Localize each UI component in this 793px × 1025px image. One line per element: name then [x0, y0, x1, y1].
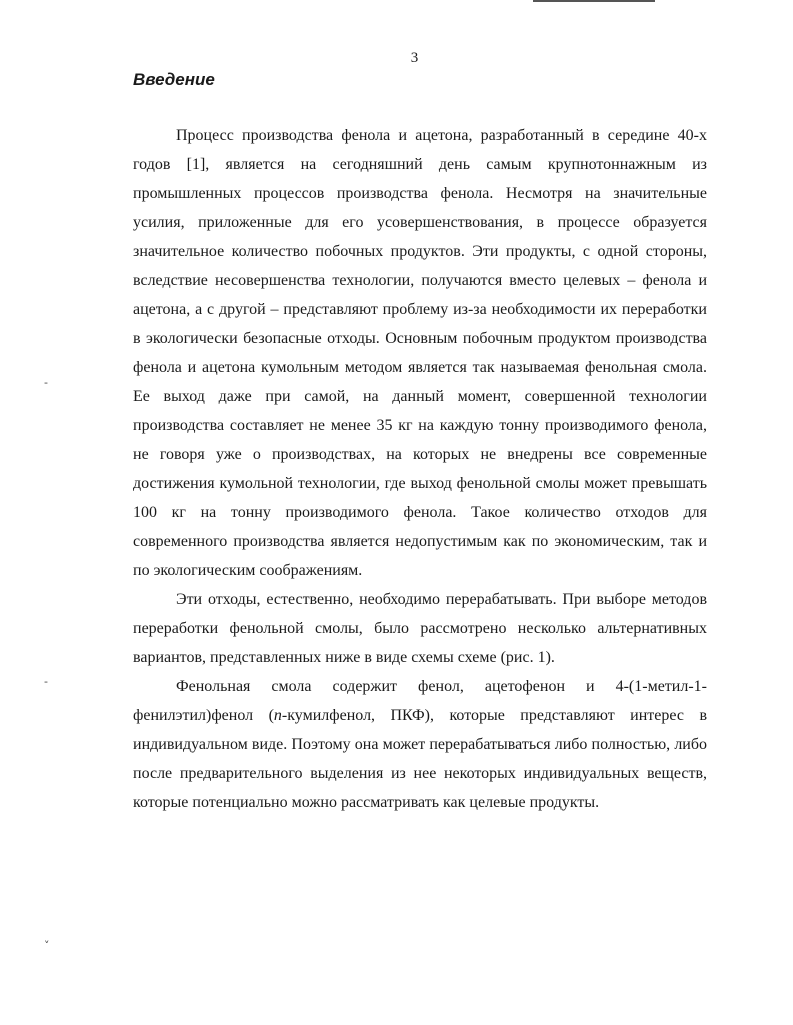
paragraph-3-italic: п: [273, 707, 282, 724]
paragraph-3: [133, 672, 707, 817]
margin-mark-3: ˅: [44, 939, 50, 952]
paragraph-3-text-a: Фенольная смола содержит фенол, ацетофенон и 4-(1-метил-1-фенилэтил)фенол (: [133, 678, 707, 724]
margin-mark-1: -: [44, 376, 48, 389]
section-heading: Введение: [133, 70, 215, 89]
top-edge-rule: [533, 0, 655, 2]
body-text: [133, 121, 707, 817]
page-number: 3: [410, 50, 419, 66]
margin-mark-2: -: [44, 675, 48, 688]
paragraph-3-text-b: -кумилфенол, ПКФ), которые представляют интерес в индивидуальном виде. Поэтому она может перерабатываться либо полностью, либо после предварительного выделения из нее некоторых индивидуальных веществ, которые потенциально можно рассматривать как целевые продукты.: [133, 707, 707, 811]
paragraph-2: Эти отходы, естественно, необходимо перерабатывать. При выборе методов переработки фенольной смолы, было рассмотрено несколько альтернативных вариантов, представленных ниже в виде схемы схеме (рис. 1).: [133, 591, 707, 666]
paragraph-1: Процесс производства фенола и ацетона, разработанный в середине 40-х годов [1], является на сегодняшний день самым крупнотоннажным из промышленных процессов производства фенола. Несмотря на значительные усилия, приложенные для его усовершенствования, в процессе образуется значительное количество побочных продуктов. Эти продукты, с одной стороны, вследствие несовершенства технологии, получаются вместо целевых – фенола и ацетона, а с другой – представляют проблему из-за необходимости их переработки в экологически безопасные отходы. Основным побочным продуктом производства фенола и ацетона кумольным методом является так называемая фенольная смола. Ее выход даже при самой, на данный момент, совершенной технологии производства составляет не менее 35 кг на каждую тонну производимого фенола, не говоря уже о производствах, на которых не внедрены все современные достижения кумольной технологии, где выход фенольной смолы может превышать 100 кг на тонну производимого фенола. Такое количество отходов для современного производства является недопустимым как по экономическим, так и по экологическим соображениям.: [133, 127, 707, 579]
